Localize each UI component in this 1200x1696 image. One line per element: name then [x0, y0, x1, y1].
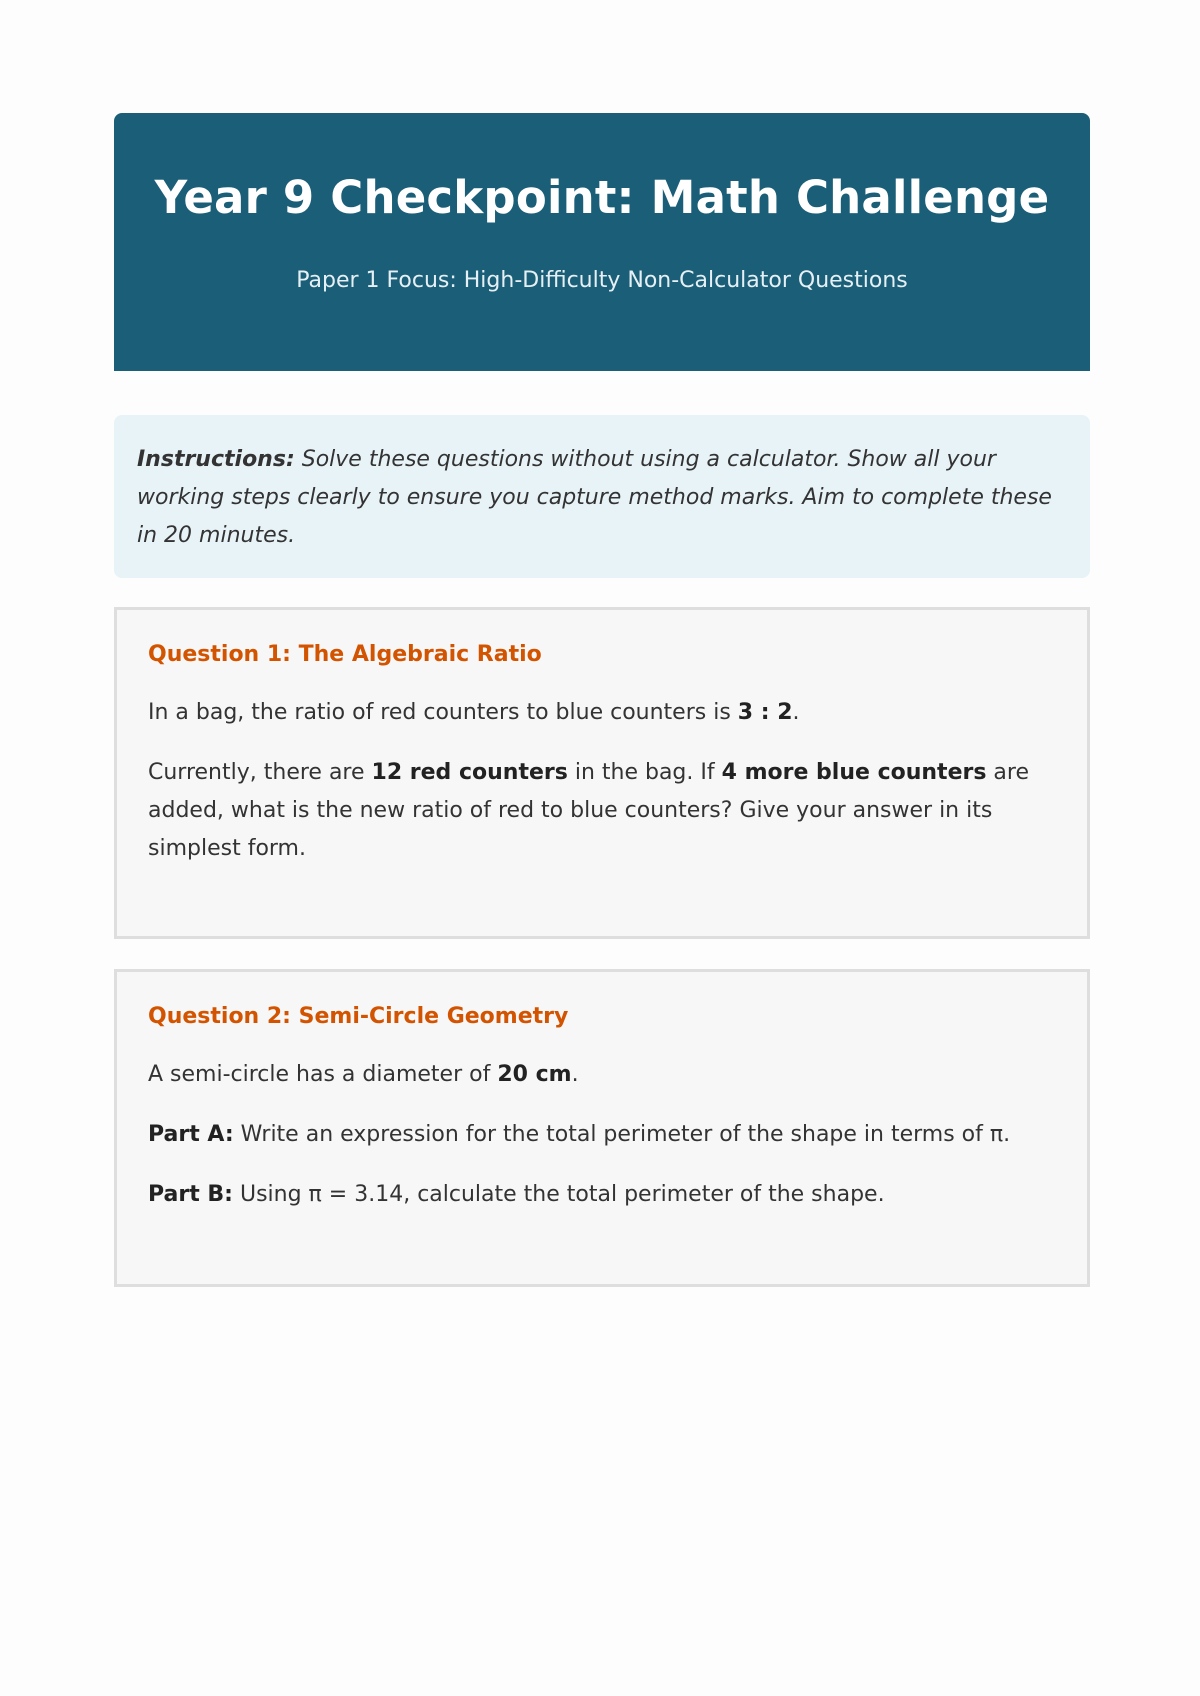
question-2-title: Question 2: Semi-Circle Geometry [148, 1004, 569, 1029]
question-1-paragraph-2 [148, 754, 1055, 868]
page-title: Year 9 Checkpoint: Math Challenge [154, 171, 1050, 224]
header-banner [114, 113, 1090, 371]
question-2-part-a [148, 1116, 1055, 1154]
question-card-2 [114, 969, 1090, 1287]
instructions-text: Solve these questions without using a calculator. Show all your working steps clearly to ensure you capture method marks. Aim to complete these in 20 minutes. [137, 447, 1052, 548]
question-1-paragraph-1 [148, 694, 1055, 732]
q1-p1-text-b: . [792, 699, 800, 725]
instructions-box [114, 415, 1090, 578]
q1-p2-text-a: Currently, there are [148, 759, 372, 785]
instructions-lead: Instructions: [137, 447, 295, 472]
question-2-paragraph-1 [148, 1056, 1055, 1094]
q1-ratio-value: 3 : 2 [737, 699, 793, 725]
q1-p1-text-a: In a bag, the ratio of red counters to blue counters is [148, 699, 738, 725]
q1-p2-text-c: are added, what is the new ratio of red to blue counters? Give your answer in its simplest form. [148, 759, 1030, 861]
question-2-part-b [148, 1176, 1055, 1214]
q2-diameter-value: 20 cm [497, 1061, 572, 1087]
page-subtitle: Paper 1 Focus: High-Difficulty Non-Calculator Questions [296, 268, 908, 293]
q2-part-a-text: Write an expression for the total perimeter of the shape in terms of π. [233, 1121, 1011, 1147]
q1-red-count: 12 red counters [371, 759, 568, 785]
q1-p2-text-b: in the bag. If [567, 759, 722, 785]
question-card-1 [114, 607, 1090, 939]
q2-part-b-text: Using π = 3.14, calculate the total perimeter of the shape. [232, 1181, 885, 1207]
question-1-title: Question 1: The Algebraic Ratio [148, 642, 542, 667]
q2-p1-text-b: . [571, 1061, 579, 1087]
q2-p1-text-a: A semi-circle has a diameter of [148, 1061, 498, 1087]
q2-part-b-label: Part B: [148, 1181, 233, 1207]
q2-part-a-label: Part A: [148, 1121, 234, 1147]
q1-blue-added: 4 more blue counters [721, 759, 987, 785]
